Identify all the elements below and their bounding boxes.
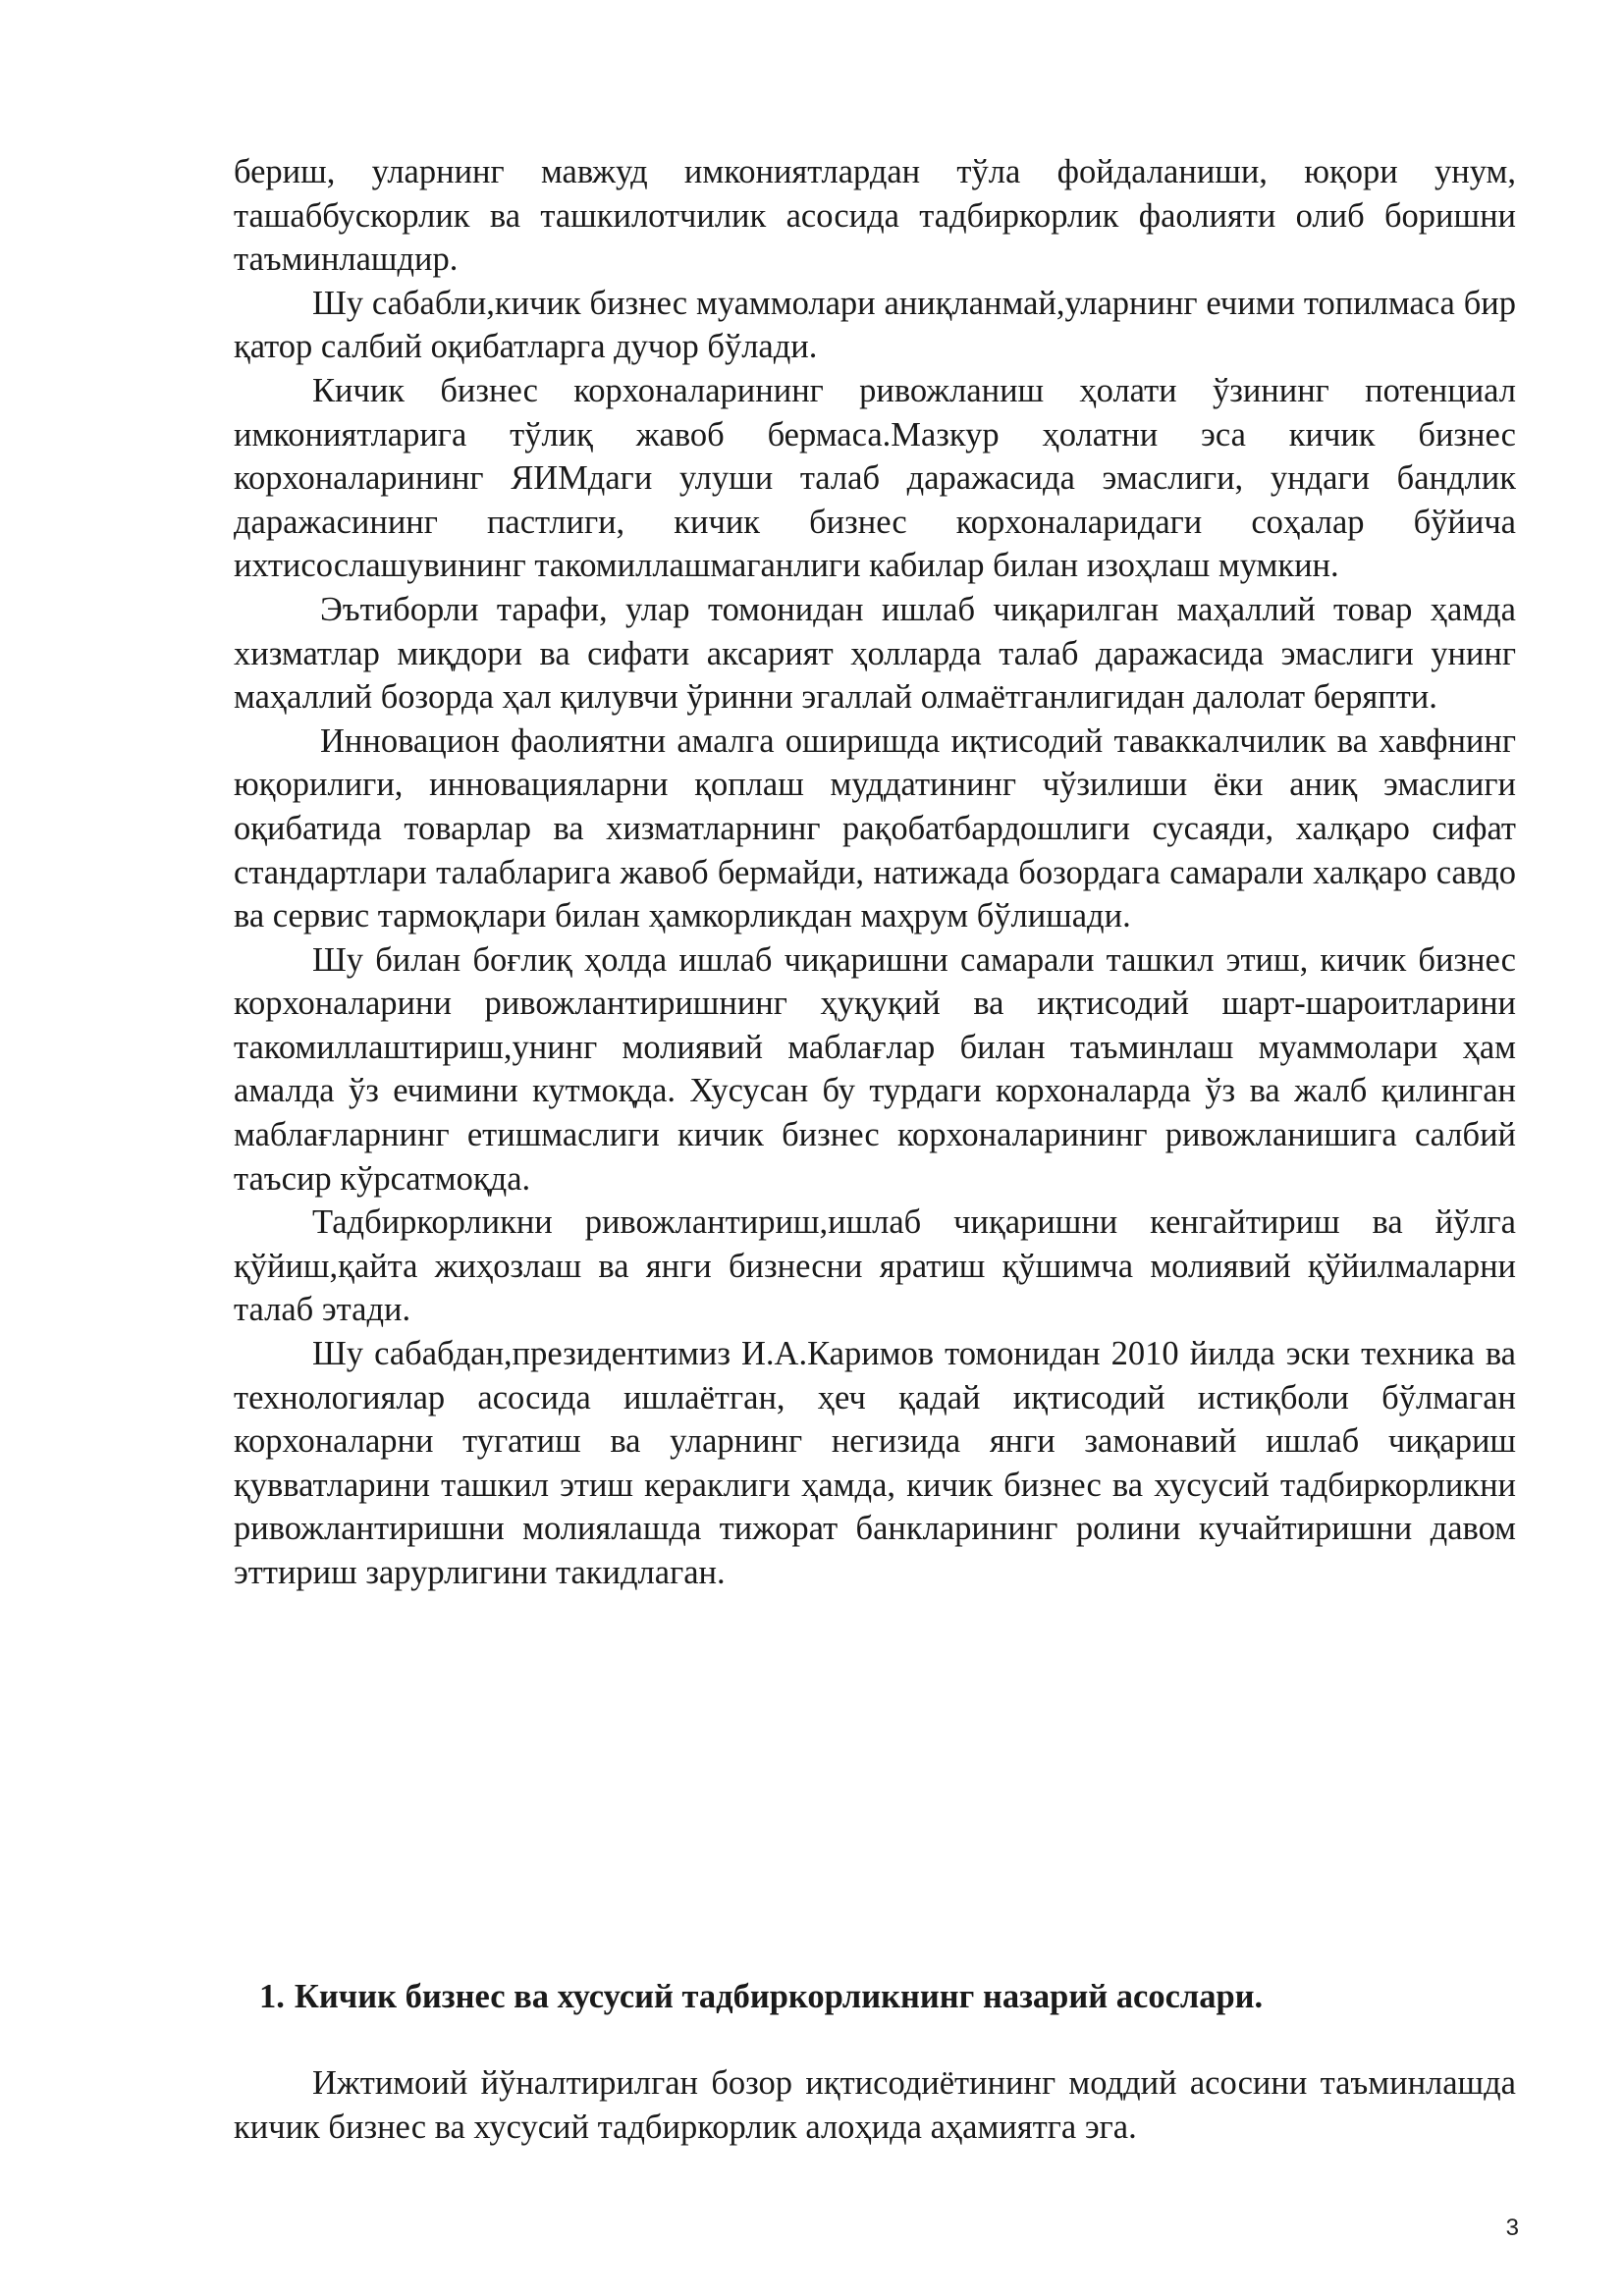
section-title: Кичик бизнес ва хусусий тадбиркорликнинг назарий асослари. [294,1978,1264,2015]
paragraph: Эътиборли тарафи, улар томонидан ишлаб чиқарилган маҳаллий товар ҳамда хизматлар миқдори ва сифати аксарият ҳолларда талаб даражасида эмаслиги унинг маҳаллий бозорда ҳал қилувчи ўринни эгаллай олмаётганлигидан далолат беряпти. [234,590,1516,717]
body-text [234,150,1516,1595]
section-number: 1. [259,1978,285,2015]
section-text [234,2061,1516,2149]
paragraph: Шу сабабдан,президентимиз И.А.Каримов томонидан 2010 йилда эски техника ва технологиялар асосида ишлаётган, ҳеч қадай иқтисодий истиқболи бўлмаган корхоналарни тугатиш ва уларнинг негизида янги замонавий ишлаб чиқариш қувватларини ташкил этиш кераклиги ҳамда, кичик бизнес ва хусусий тадбиркорликни ривожлантиришни молиялашда тижорат банкларининг ролини кучайтиришни давом эттириш зарурлигини такидлаган. [234,1335,1516,1591]
paragraph: Кичик бизнес корхоналарининг ривожланиш ҳолати ўзининг потенциал имкониятларига тўлиқ жавоб бермаса.Мазкур ҳолатни эса кичик бизнес корхоналарининг ЯИМдаги улуши талаб даражасида эмаслиги, ундаги бандлик даражасининг пастлиги, кичик бизнес корхоналаридаги соҳалар бўйича ихтисослашувининг такомиллашмаганлиги кабилар билан изоҳлаш мумкин. [234,371,1516,585]
paragraph: Ижтимоий йўналтирилган бозор иқтисодиётининг моддий асосини таъминлашда кичик бизнес ва хусусий тадбиркорлик алоҳида аҳамиятга эга. [234,2064,1516,2146]
paragraph: бериш, уларнинг мавжуд имкониятлардан тўла фойдаланиши, юқори унум, ташаббускорлик ва ташкилотчилик асосида тадбиркорлик фаолияти олиб боришни таъминлашдир. [234,153,1516,279]
paragraph: Тадбиркорликни ривожлантириш,ишлаб чиқаришни кенгайтириш ва йўлга қўйиш,қайта жиҳозлаш ва янги бизнесни яратиш қўшимча молиявий қўйилмаларни талаб этади. [234,1203,1516,1329]
paragraph: Шу билан боғлиқ ҳолда ишлаб чиқаришни самарали ташкил этиш, кичик бизнес корхоналарини ривожлантиришнинг ҳуқуқий ва иқтисодий шарт-шароитларини такомиллаштириш,унинг молиявий маблағлар билан таъминлаш муаммолари ҳам амалда ўз ечимини кутмоқда. Хусусан бу турдаги корхоналарда ўз ва жалб қилинган маблағларнинг етишмаслиги кичик бизнес корхоналарининг ривожланишига салбий таъсир кўрсатмоқда. [234,940,1516,1198]
paragraph: Инновацион фаолиятни амалга оширишда иқтисодий таваккалчилик ва хавфнинг юқорилиги, инновацияларни қоплаш муддатининг чўзилиши ёки аниқ эмаслиги оқибатида товарлар ва хизматларнинг рақобатбардошлиги сусаяди, халқаро сифат стандартлари талабларига жавоб бермайди, натижада бозордага самарали халқаро савдо ва сервис тармоқлари билан ҳамкорликдан маҳрум бўлишади. [234,721,1516,935]
page-number: 3 [1505,2215,1519,2241]
section-heading [259,1975,1516,2019]
paragraph: Шу сабабли,кичик бизнес муаммолари аниқланмай,уларнинг ечими топилмаса бир қатор салбий оқибатларга дучор бўлади. [234,284,1516,366]
